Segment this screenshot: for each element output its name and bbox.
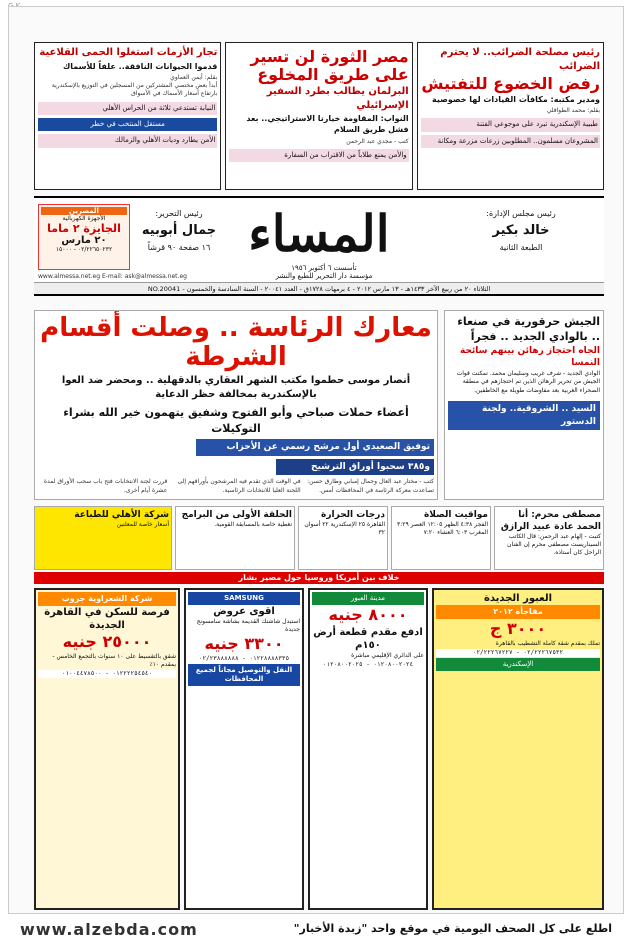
edition: الطبعة الثانية: [499, 242, 543, 252]
ad-land[interactable]: [308, 588, 428, 910]
lead-columns: [38, 478, 434, 495]
editor-label: رئيس التحرير:: [155, 209, 203, 218]
lead-col: قررت لجنة الانتخابات فتح باب سحب الأوراق لمدة عشرة أيام أخرى.: [43, 478, 168, 494]
ad-title: مدينة العبور: [312, 592, 424, 605]
teaser-box: طبيبة الإسكندرية تبرد على موجوعي الفتنة: [421, 118, 600, 131]
teaser-title: تجار الأزمات استغلوا الحمى القلاعية: [39, 47, 218, 58]
ad-shaarawy[interactable]: [34, 588, 180, 910]
ad-sub: مفاجأة ٢٠١٢: [436, 605, 600, 619]
teaser-big: البرلمان يطالب بطرد السفير الإسرائيلي: [266, 86, 409, 111]
lead-subhead: أنصار موسى حطموا مكتب الشهر العقاري بالدقهلية .. ومحضر ضد العوا بالإسكندرية بمخالفة حظر الدعاية: [61, 375, 411, 401]
ad-obour[interactable]: [432, 588, 604, 910]
story-body: الوادي الجديد - شرف غريب وسليمان محمد. تمكنت قوات الجيش من تحرير الرهائن الذين تم احتجازهم في منطقة الصحراء الغربية بعد مفاوضات طويلة مع الخاطفين.: [456, 369, 600, 394]
ad-body: على الدائري الإقليمي مباشرة: [351, 651, 424, 659]
ad-phone: ٠٢/٢٢٢٦٧٥٣٢ - ٠٢/٢٢٢٦٧٢٢٧: [436, 649, 600, 657]
ad-brand: SAMSUNG: [188, 592, 300, 605]
contact-line[interactable]: www.almessa.net.eg E-mail: ask@almessa.net.eg: [38, 273, 187, 280]
ad-city: الإسكندرية: [436, 658, 600, 671]
date-line: الثلاثاء ٢٠ من ربيع الآخر ١٤٣٣هـ - ١٣ مارس ٢٠١٢ - ٤ برمهات ١٧٢٨ق - العدد ٢٠٠٤١ - السنة السادسة والخمسون - NO.20041: [34, 282, 604, 294]
ad-line1: الأجهزة الكهربائية: [62, 215, 106, 222]
teaser-big: رفض الخضوع للتفتيش: [421, 74, 600, 93]
strip-body: الفجر ٤:٣٨ الظهر ١٢:٠٥ العصر ٣:٢٩ المغرب ٦:٠٣ العشاء ٧:٢٠: [397, 521, 488, 537]
teaser-sub: قدموا الحيوانات النافقة.. علفاً للأسماك: [62, 61, 218, 71]
teaser-sub: ومدير مكتبه: مكافآت القيادات لها خصوصية: [432, 94, 600, 104]
teaser-title: مصر الثورة لن تسير على طريق المخلوع: [250, 47, 409, 84]
publisher: مؤسسة دار التحرير للطبع والنشر: [275, 272, 373, 280]
ad-samsung[interactable]: [184, 588, 304, 910]
ad-price: ٨٠٠٠ جنيه: [328, 605, 408, 625]
teaser-box-2: الأمن يطارد وديات الأهلي والزمالك: [38, 134, 217, 147]
ad-line2: الجايزة ٢ ماما: [47, 222, 121, 235]
ad-title: شركة الشعراوية جروب: [38, 592, 176, 606]
lead-story[interactable]: [34, 310, 438, 500]
story-title: الجيش حرقورية في صنعاء .. بالوادي الجديد .. فجراً: [457, 315, 600, 344]
strip-body: القاهرة ٢٥ الإسكندرية ٢٢ أسوان ٣٢: [304, 521, 385, 537]
teasers-row: [34, 42, 604, 190]
teaser-author: بقلم: أيمن العماوي: [170, 74, 218, 82]
ad-sub: ادفع مقدم قطعة أرض ١٥٠م: [313, 626, 423, 651]
banner-text: اطلع على كل الصحف اليومية في موقع واحد "زبدة الأخبار": [293, 922, 612, 935]
ad-title: العبور الجديدة: [483, 593, 553, 604]
ad-phone: ٠١٢٠٨٠٠٢٠٢٤ - ٠١٢٠٨٠٠٢٠٢٥: [312, 661, 424, 669]
teaser-box: النيابة تستدعي ثلاثة من الحراس الأهلي: [38, 102, 217, 115]
lead-col: كتب - مختار عبد العال وجمال إمبابي وطارق حسن: تصاعدت معركة الرئاسة في المحافظات أمس.: [307, 478, 434, 494]
site-link[interactable]: www.alzebda.com: [20, 920, 198, 939]
lead-bluebox: توفيق الصعيدي أول مرشح رسمي عن الأحزاب: [196, 439, 434, 456]
ad-price: ٣٠٠٠ ج: [489, 619, 547, 639]
ad-phone: ٠٢/٢٢٦٥٠٢٣٢ - ١٥٠٠٠: [55, 246, 113, 253]
teaser-box: والأمن يمنع طلاباً من الاقتراب من السفارة: [229, 149, 408, 162]
footer-headline[interactable]: خلاف بين أمريكا وروسيا حول مصير بشار: [34, 572, 604, 584]
ad-price: ٣٣٠٠ جنيه: [204, 633, 284, 653]
ad-price: ٢٥٠٠٠ جنيه: [62, 632, 152, 652]
teaser-revolution[interactable]: [225, 42, 412, 190]
ad-body: تملك بمقدم شقة كاملة التشطيب بالقاهرة: [495, 640, 600, 648]
teaser-body: أبدأ بعض مختصي المشتركين من المسجلين في التوزيع بالإسكندرية بارتفاع أسعار الأسماك في الأسواق: [51, 82, 218, 98]
masthead: [34, 196, 604, 296]
ad-sub: فرصة للسكن في القاهرة الجديدة: [44, 607, 170, 632]
strip-body: تغطية خاصة بالمسابقة القومية.: [214, 521, 292, 529]
editor-block: [134, 208, 224, 254]
strip-title: مصطفى محرم: أنا الحمد عادة عبيد الرازق: [500, 510, 601, 533]
ad-phone: ٠١٢٢٨٨٨٨٣٣٥ - ٠٢/٢٣٨٨٨٨٨٨: [188, 655, 300, 663]
board-label: رئيس مجلس الإدارة:: [486, 209, 556, 218]
teaser-author: كتب - مجدي عبد الرحمن: [346, 137, 409, 145]
strip-title: مواقيت الصلاة: [423, 510, 488, 520]
ad-footer: النقل والتوصيل مجاناً لجميع المحافظات: [188, 664, 300, 686]
strip-block[interactable]: [34, 506, 172, 570]
strip-title: درجات الحرارة: [321, 510, 385, 520]
strip-body: أسعار خاصة للمعلنين: [116, 521, 169, 529]
ad-phone: ٠١٢٢٢٢٥٤٥٤٠ - ٠١٠٠٤٤٧٨٥٠٠: [38, 670, 176, 678]
strip-block[interactable]: [175, 506, 295, 570]
army-story[interactable]: [444, 310, 604, 500]
strip-block[interactable]: [298, 506, 388, 570]
strip-block[interactable]: [391, 506, 491, 570]
strip-title: شركة الأهلي للطباعة: [74, 510, 169, 520]
founded: تأسست ٦ أكتوبر ١٩٥٦: [291, 264, 357, 272]
board-name: خالد بكير: [492, 222, 550, 238]
newspaper-logo[interactable]: المساء: [248, 204, 390, 263]
ad-title: المصرين: [41, 207, 127, 215]
strip-title: الحلقة الأولى من البرامج: [181, 510, 292, 520]
lead-headline: معارك الرئاسة .. وصلت أقسام الشرطة: [40, 313, 432, 372]
editor-name: جمال أبوبيه: [141, 222, 217, 238]
story-red: الجاه احتجاز رهائن بينهم سائحة النمسا: [459, 345, 600, 369]
strip-block[interactable]: [494, 506, 604, 570]
ad-line3: ٢٠ مارس: [61, 235, 107, 246]
pages-price: ١٦ صفحة ٩٠ قرشاً: [147, 242, 211, 252]
teaser-sub: النواب: المقاومة خيارنا الاستراتيجي.. بعد فشل طريق السلام: [246, 114, 409, 134]
teaser-author: بقلم: محمد الطواقلي: [546, 107, 600, 115]
teaser-box-2: المشروعان مسلمون.. المطلوبين زرعات مزرعة ومكانة: [421, 135, 600, 148]
news-strip: [34, 506, 604, 570]
lead-col: في الوقت الذي تقدم فيه المرشحون بأوراقهم إلى اللجنة العليا للانتخابات الرئاسية.: [177, 478, 301, 494]
ad-body: استبدل شاشتك القديمة بشاشة سامسونج جديدة: [196, 618, 300, 633]
ad-body: شقق بالتقسيط على ١٠ سنوات بالتجمع الخامس - بمقدم ١٠٪: [52, 653, 176, 668]
teaser-title: رئيس مصلحة الضرائب.. لا يحترم الضرائب: [440, 47, 600, 72]
lead-bluebox-2: و٣٨٥ سحبوا أوراق الترشيح: [276, 459, 434, 476]
story-box: السيد .. الشروقية.. ولجنة الدستور: [448, 401, 600, 430]
board-block: [446, 208, 596, 254]
strip-body: كتبت - إلهام عبد الرحمن: قال الكاتب السيناريست مصطفى محرم إن الفنان الراحل كان أستاذه.: [507, 533, 601, 557]
ad-title: اقوى عروض: [213, 606, 275, 618]
main-news: [34, 310, 604, 500]
teaser-fishing[interactable]: [34, 42, 221, 190]
bottom-banner: [0, 914, 632, 947]
lead-subhead-2: أعضاء حملات صباحي وأبو الفتوح وشفيق يتهمون خير الله بشراء التوكيلات: [63, 406, 409, 435]
teaser-box-blue: مستقل المنتخب في خطر: [38, 118, 217, 131]
ads-row: [34, 588, 604, 910]
teaser-taxes[interactable]: [417, 42, 604, 190]
masthead-ad[interactable]: [38, 204, 130, 270]
